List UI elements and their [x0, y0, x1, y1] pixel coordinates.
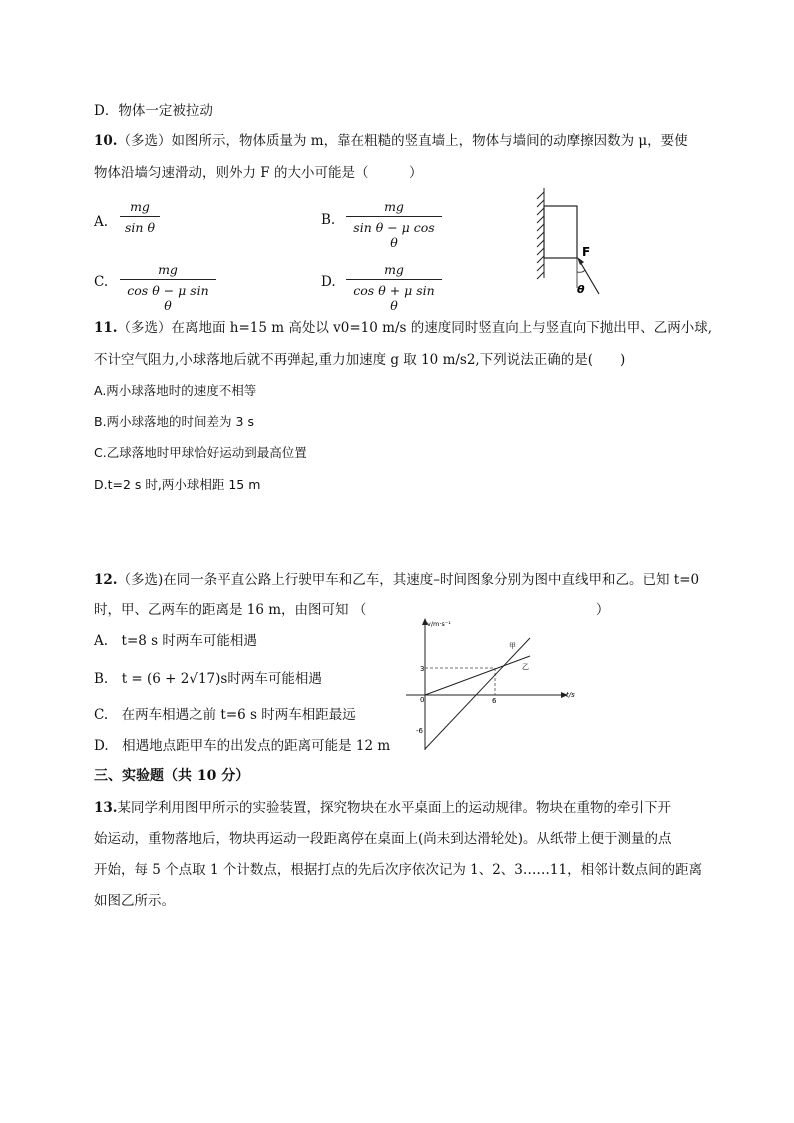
section3-title: 三、实验题（共 10 分） — [94, 768, 250, 784]
q10-option-d-denominator: cos θ + μ sin θ — [346, 279, 442, 313]
q13-text1: 某同学利用图甲所示的实验装置，探究物块在水平桌面上的运动规律。物块在重物的牵引下开 — [117, 800, 671, 816]
q10-option-d-fraction — [346, 262, 442, 313]
q13-line1 — [94, 799, 671, 817]
q11-number: 11. — [94, 320, 118, 336]
q9-option-d: D．物体一定被拉动 — [94, 103, 213, 119]
q11-option-c: C.乙球落地时甲球恰好运动到最高位置 — [94, 445, 307, 460]
y-axis-label: v/m·s⁻¹ — [427, 620, 451, 628]
q11-text1: （多选）在离地面 h=15 m 高处以 v0=10 m/s 的速度同时竖直向上与竖直向下抛出甲、乙两小球, — [117, 320, 713, 336]
angle-label: θ — [577, 283, 585, 296]
q13-number: 13. — [94, 800, 118, 816]
tick-y-neg6: -6 — [416, 727, 423, 735]
q10-option-b-denominator: sin θ − μ cos θ — [346, 216, 442, 250]
q10-option-b-numerator: mg — [384, 199, 404, 214]
q12-option-b: B. t = (6 + 2√17)s时两车可能相遇 — [94, 671, 322, 687]
q12-number: 12. — [94, 572, 118, 588]
wall-hatching — [537, 188, 544, 279]
q10-option-b-label: B. — [321, 212, 336, 228]
q11-line2: 不计空气阻力,小球落地后就不再弹起,重力加速度 g 取 10 m/s2,下列说法正确的是( ) — [94, 352, 626, 368]
q10-wall-block-figure — [525, 186, 611, 298]
q12-option-d: D. 相遇地点距甲车的出发点的距离可能是 12 m — [94, 738, 391, 754]
q13-line2: 始运动，重物落地后，物块再运动一段距离停在桌面上(尚未到达滑轮处)。从纸带上便于测量的点 — [94, 831, 672, 847]
block — [544, 206, 577, 258]
q12-option-a: A. t=8 s 时两车可能相遇 — [94, 633, 257, 649]
q11-option-d: D.t=2 s 时,两小球相距 15 m — [94, 477, 261, 492]
q10-option-d-label: D. — [321, 274, 336, 290]
q10-option-c-denominator: cos θ − μ sin θ — [120, 279, 216, 313]
line-yi — [425, 656, 530, 695]
q12-line2: 时，甲、乙两车的距离是 16 m，由图可知 （ ） — [94, 602, 610, 618]
q11-line1 — [94, 319, 712, 337]
tick-x-6: 6 — [492, 697, 497, 705]
q10-option-c-label: C. — [94, 274, 109, 290]
q12-option-c: C. 在两车相遇之前 t=6 s 时两车相距最远 — [94, 707, 356, 723]
tick-y-3: 3 — [420, 665, 425, 673]
origin-label: 0 — [420, 696, 425, 704]
q10-number: 10. — [94, 133, 118, 149]
x-axis-label: t/s — [566, 691, 575, 699]
q10-option-a-denominator: sin θ — [120, 216, 160, 235]
q10-option-c-fraction — [120, 262, 216, 313]
q10-option-a-fraction — [120, 199, 160, 235]
line-jia — [425, 638, 530, 749]
q10-option-b-fraction — [346, 199, 442, 250]
q12-line1 — [94, 571, 699, 589]
angle-arc — [577, 270, 585, 272]
line-yi-label: 乙 — [522, 663, 529, 671]
q11-option-b: B.两小球落地的时间差为 3 s — [94, 414, 254, 429]
line-jia-label: 甲 — [509, 642, 516, 650]
q12-text1: （多选)在同一条平直公路上行驶甲车和乙车，其速度–时间图象分别为图中直线甲和乙。已知 t=0 — [117, 572, 700, 588]
q11-option-a: A.两小球落地时的速度不相等 — [94, 383, 257, 398]
q10-option-c-numerator: mg — [158, 262, 178, 277]
q10-text1: （多选）如图所示，物体质量为 m，靠在粗糙的竖直墙上，物体与墙间的动摩擦因数为 μ，要使 — [117, 133, 688, 149]
q10-option-d-numerator: mg — [384, 262, 404, 277]
q13-line3: 开始，每 5 个点取 1 个计数点，根据打点的先后次序依次记为 1、2、3……11，相邻计数点间的距离 — [94, 862, 703, 878]
q10-line2: 物体沿墙匀速滑动，则外力 F 的大小可能是（ ） — [94, 165, 423, 181]
q13-line4: 如图乙所示。 — [94, 893, 175, 909]
q10-line1 — [94, 132, 688, 150]
q10-option-a-numerator: mg — [130, 199, 150, 214]
force-label: F — [582, 245, 591, 259]
q10-option-a-label: A. — [94, 214, 109, 230]
q12-vt-graph — [400, 614, 590, 754]
